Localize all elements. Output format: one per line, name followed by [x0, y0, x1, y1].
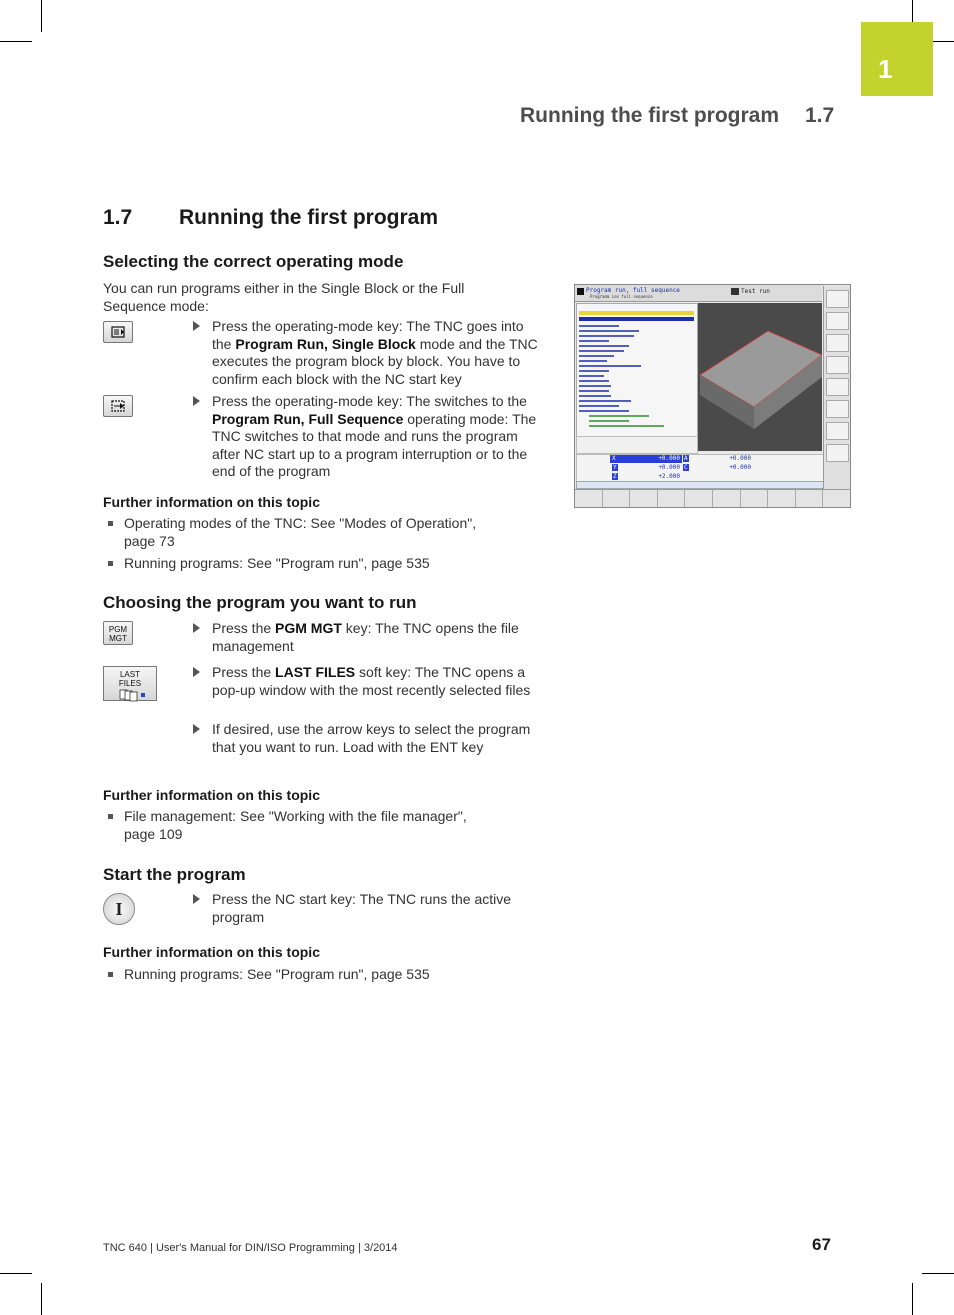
section-title — [103, 206, 438, 230]
position-row: Y +0.000 — [613, 464, 680, 471]
position-row: Z +2.000 — [613, 473, 680, 480]
position-row: A +0.000 — [684, 455, 751, 462]
program-lines — [579, 324, 697, 444]
position-row: X +0.000 — [612, 455, 680, 462]
step-full-sequence: Press the operating-mode key: The switches to the Program Run, Full Sequence operating mode: The TNC switches to that mode and runs the program after NC start up to a program interruption or to the end of the program — [193, 393, 538, 481]
arrow-icon — [193, 667, 200, 677]
chapter-tab — [861, 22, 933, 96]
page-number: 67 — [812, 1235, 831, 1254]
last-files-softkey: LAST FILES — [103, 666, 157, 701]
list-item: Running programs: See "Program run", page 535 — [108, 966, 528, 984]
step-single-block: Press the operating-mode key: The TNC goes into the Program Run, Single Block mode and the TNC executes the program block by block. You have to confirm each block with the NC start key — [193, 318, 538, 388]
bullet-icon — [108, 814, 113, 819]
nc-start-key: I — [103, 893, 135, 925]
list-item: Running programs: See "Program run", page 535 — [108, 555, 528, 573]
crop-mark — [922, 1273, 954, 1274]
step-last-files: Press the LAST FILES soft key: The TNC opens a pop-up window with the most recently selected files — [193, 664, 538, 699]
screen-test-run: Test run — [741, 288, 770, 295]
step-pgm-mgt: Press the PGM MGT key: The TNC opens the file management — [193, 620, 538, 655]
position-display — [576, 454, 824, 482]
arrow-icon — [193, 623, 200, 633]
subheading-operating-mode: Selecting the correct operating mode — [103, 252, 404, 271]
single-block-key — [103, 321, 133, 343]
test-run-icon — [731, 288, 739, 295]
step-arrow-keys: If desired, use the arrow keys to select the program that you want to run. Load with the ENT key — [193, 721, 538, 756]
list-item: File management: See "Working with the file manager", page 109 — [108, 808, 498, 843]
position-row: C +0.000 — [684, 464, 751, 471]
crop-mark — [0, 1273, 32, 1274]
crop-mark — [0, 41, 32, 42]
running-head-number: 1.7 — [805, 104, 835, 127]
full-sequence-icon — [104, 396, 132, 416]
arrow-icon — [193, 396, 200, 406]
running-head — [520, 104, 834, 128]
single-block-icon — [104, 322, 132, 342]
arrow-icon — [193, 321, 200, 331]
bullet-icon — [108, 521, 113, 526]
further-info-heading: Further information on this topic — [103, 944, 320, 960]
full-sequence-key — [103, 395, 133, 417]
further-info-heading: Further information on this topic — [103, 787, 320, 803]
subheading-choose-program: Choosing the program you want to run — [103, 593, 417, 612]
status-area — [576, 436, 698, 454]
vertical-softkeys — [823, 286, 851, 492]
arrow-icon — [193, 894, 200, 904]
bullet-icon — [108, 972, 113, 977]
softkey-row — [575, 489, 850, 508]
bullet-icon — [108, 561, 113, 566]
step-nc-start: Press the NC start key: The TNC runs the active program — [193, 891, 538, 926]
screen-mode-subtitle: Programm ion full sequence — [590, 294, 653, 299]
page-footer: TNC 640 | User's Manual for DIN/ISO Programming | 3/2014 — [103, 1242, 398, 1254]
program-listing — [576, 303, 698, 451]
files-icon — [104, 688, 156, 702]
intro-paragraph: You can run programs either in the Single Block or the Full Sequence mode: — [103, 280, 465, 314]
mode-icon — [577, 288, 584, 295]
section-title-text: Running the first program — [179, 206, 438, 229]
crop-mark — [41, 0, 42, 32]
pgm-mgt-key: PGM MGT — [103, 621, 133, 645]
crop-mark — [41, 1283, 42, 1315]
subheading-start-program: Start the program — [103, 865, 246, 884]
further-info-heading: Further information on this topic — [103, 494, 320, 510]
tnc-screenshot — [574, 284, 851, 508]
screen-mode-title: Program run, full sequence — [586, 287, 680, 294]
arrow-icon — [193, 724, 200, 734]
chapter-number: 1 — [878, 54, 893, 84]
list-item: Operating modes of the TNC: See "Modes of Operation", page 73 — [108, 515, 498, 550]
status-bar — [576, 481, 824, 489]
section-number: 1.7 — [103, 206, 133, 229]
crop-mark — [912, 1283, 913, 1315]
running-head-title: Running the first program — [520, 104, 779, 127]
workpiece-3d-icon — [698, 303, 822, 451]
graphics-panel — [698, 303, 822, 451]
